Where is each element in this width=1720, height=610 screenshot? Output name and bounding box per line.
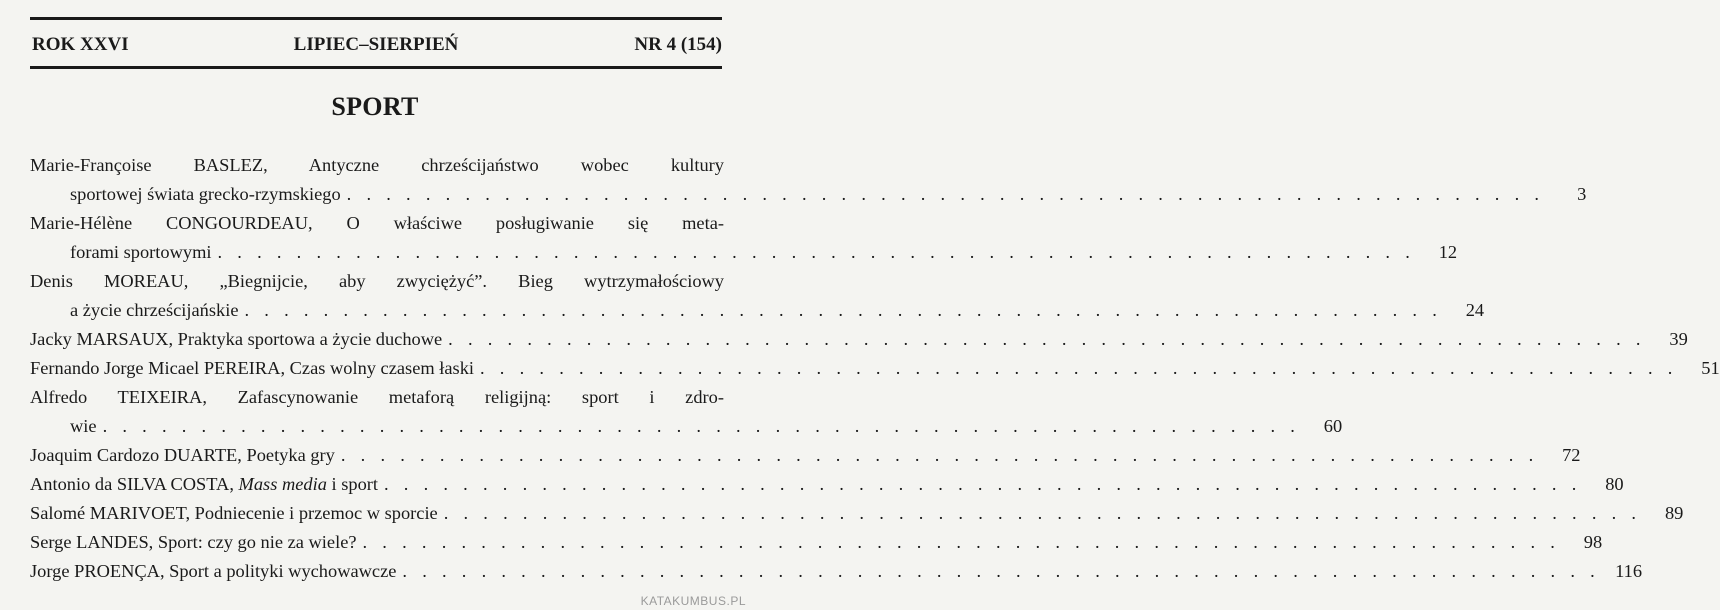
dot-leader: . . . . . . . . . . . . . . . . . . . . . . . . . . . . . . . . . . . . . . . . . . . . . . . . . . . . . . . . . . . . . bbox=[244, 300, 1443, 320]
toc-entry-title: Jorge PROENÇA, Sport a polityki wychowawcze bbox=[30, 561, 397, 581]
page-number: 89 bbox=[1664, 503, 1684, 523]
page-number: 72 bbox=[1562, 445, 1581, 465]
dot-leader: . . . . . . . . . . . . . . . . . . . . . . . . . . . . . . . . . . . . . . . . . . . . . . . . . . . . . . . . . . . . . bbox=[340, 445, 1539, 465]
header-rule-bottom bbox=[30, 66, 722, 69]
toc-entry-title: Salomé MARIVOET, Podniecenie i przemoc w sporcie bbox=[30, 503, 438, 523]
toc-entry bbox=[30, 267, 1485, 325]
toc-entry-title: Joaquim Cardozo DUARTE, Poetyka gry bbox=[30, 445, 335, 465]
page-number: 98 bbox=[1583, 532, 1603, 552]
toc-entry-title: Alfredo TEIXEIRA, Zafascynowanie metaforą religijną: sport i zdro- bbox=[30, 387, 724, 407]
toc-entry-title: Serge LANDES, Sport: czy go nie za wiele? bbox=[30, 532, 357, 552]
dot-leader: . . . . . . . . . . . . . . . . . . . . . . . . . . . . . . . . . . . . . . . . . . . . . . . . . . . . . . . . . . . . . bbox=[480, 358, 1678, 378]
table-of-contents bbox=[30, 151, 1720, 586]
toc-entry bbox=[30, 325, 1688, 354]
dot-leader: . . . . . . . . . . . . . . . . . . . . . . . . . . . . . . . . . . . . . . . . . . . . . . . . . . . . . . . . . . . . . bbox=[217, 242, 1416, 262]
toc-entry-title bbox=[30, 470, 378, 499]
dot-leader: . . . . . . . . . . . . . . . . . . . . . . . . . . . . . . . . . . . . . . . . . . . . . . . . . . . . . . . . . . . . . bbox=[346, 184, 1545, 204]
volume-label: ROK XXVI bbox=[32, 34, 129, 55]
dot-leader: . . . . . . . . . . . . . . . . . . . . . . . . . . . . . . . . . . . . . . . . . . . . . . . . . . . . . . . . . . . . . bbox=[448, 329, 1646, 349]
toc-entry bbox=[30, 151, 1587, 209]
toc-entry bbox=[30, 383, 1343, 441]
dot-leader: . . . . . . . . . . . . . . . . . . . . . . . . . . . . . . . . . . . . . . . . . . . . . . . . . . . . . . . . . . . . . bbox=[362, 532, 1561, 552]
toc-entry-italic-term: Mass media bbox=[238, 474, 327, 494]
watermark-text: KATAKUMBUS.PL bbox=[640, 594, 746, 608]
page-number: 24 bbox=[1465, 300, 1485, 320]
toc-entry bbox=[30, 499, 1684, 528]
toc-entry bbox=[30, 470, 1624, 499]
toc-entry bbox=[30, 354, 1720, 383]
toc-entry bbox=[30, 557, 1643, 586]
toc-entry-title-cont: a życie chrześcijańskie bbox=[70, 300, 239, 320]
page-number: 12 bbox=[1438, 242, 1458, 262]
section-title: SPORT bbox=[331, 92, 419, 121]
toc-entry bbox=[30, 441, 1581, 470]
page-number: 51 bbox=[1701, 358, 1720, 378]
toc-entry bbox=[30, 209, 1458, 267]
toc-entry-title: Marie-Hélène CONGOURDEAU, O właściwe posługiwanie się meta- bbox=[30, 213, 724, 233]
toc-entry-title: Marie-Françoise BASLEZ, Antyczne chrześcijaństwo wobec kultury bbox=[30, 155, 724, 175]
toc-entry-author: Antonio da SILVA COSTA, bbox=[30, 474, 239, 494]
toc-entry bbox=[30, 528, 1603, 557]
dot-leader: . . . . . . . . . . . . . . . . . . . . . . . . . . . . . . . . . . . . . . . . . . . . . . . . . . . . . . . . . . . . . bbox=[384, 474, 1582, 494]
toc-entry-title-cont: wie bbox=[70, 416, 97, 436]
issue-months: LIPIEC–SIERPIEŃ bbox=[293, 34, 459, 55]
issue-number: NR 4 (154) bbox=[634, 34, 722, 55]
toc-entry-title: Jacky MARSAUX, Praktyka sportowa a życie duchowe bbox=[30, 329, 443, 349]
page-number: 39 bbox=[1669, 329, 1688, 349]
toc-entry-title-cont: sportowej świata grecko-rzymskiego bbox=[70, 184, 341, 204]
journal-header bbox=[30, 30, 722, 60]
toc-entry-title: Denis MOREAU, „Biegnijcie, aby zwyciężyć”. Bieg wytrzymałościowy bbox=[30, 271, 724, 291]
header-rule-top bbox=[30, 17, 722, 20]
page-number: 3 bbox=[1577, 184, 1587, 204]
toc-entry-title-cont: forami sportowymi bbox=[70, 242, 212, 262]
page-number: 116 bbox=[1615, 561, 1643, 581]
dot-leader: . . . . . . . . . . . . . . . . . . . . . . . . . . . . . . . . . . . . . . . . . . . . . . . . . . . . . . . . . . . . . bbox=[443, 503, 1642, 523]
toc-entry-title-end: i sport bbox=[326, 474, 378, 494]
page-number: 60 bbox=[1323, 416, 1343, 436]
page-number: 80 bbox=[1605, 474, 1624, 494]
toc-entry-title: Fernando Jorge Micael PEREIRA, Czas wolny czasem łaski bbox=[30, 358, 475, 378]
dot-leader: . . . . . . . . . . . . . . . . . . . . . . . . . . . . . . . . . . . . . . . . . . . . . . . . . . . . . . . . . . . . . bbox=[102, 416, 1301, 436]
dot-leader: . . . . . . . . . . . . . . . . . . . . . . . . . . . . . . . . . . . . . . . . . . . . . . . . . . . . . . . . . . . . . bbox=[402, 561, 1601, 581]
